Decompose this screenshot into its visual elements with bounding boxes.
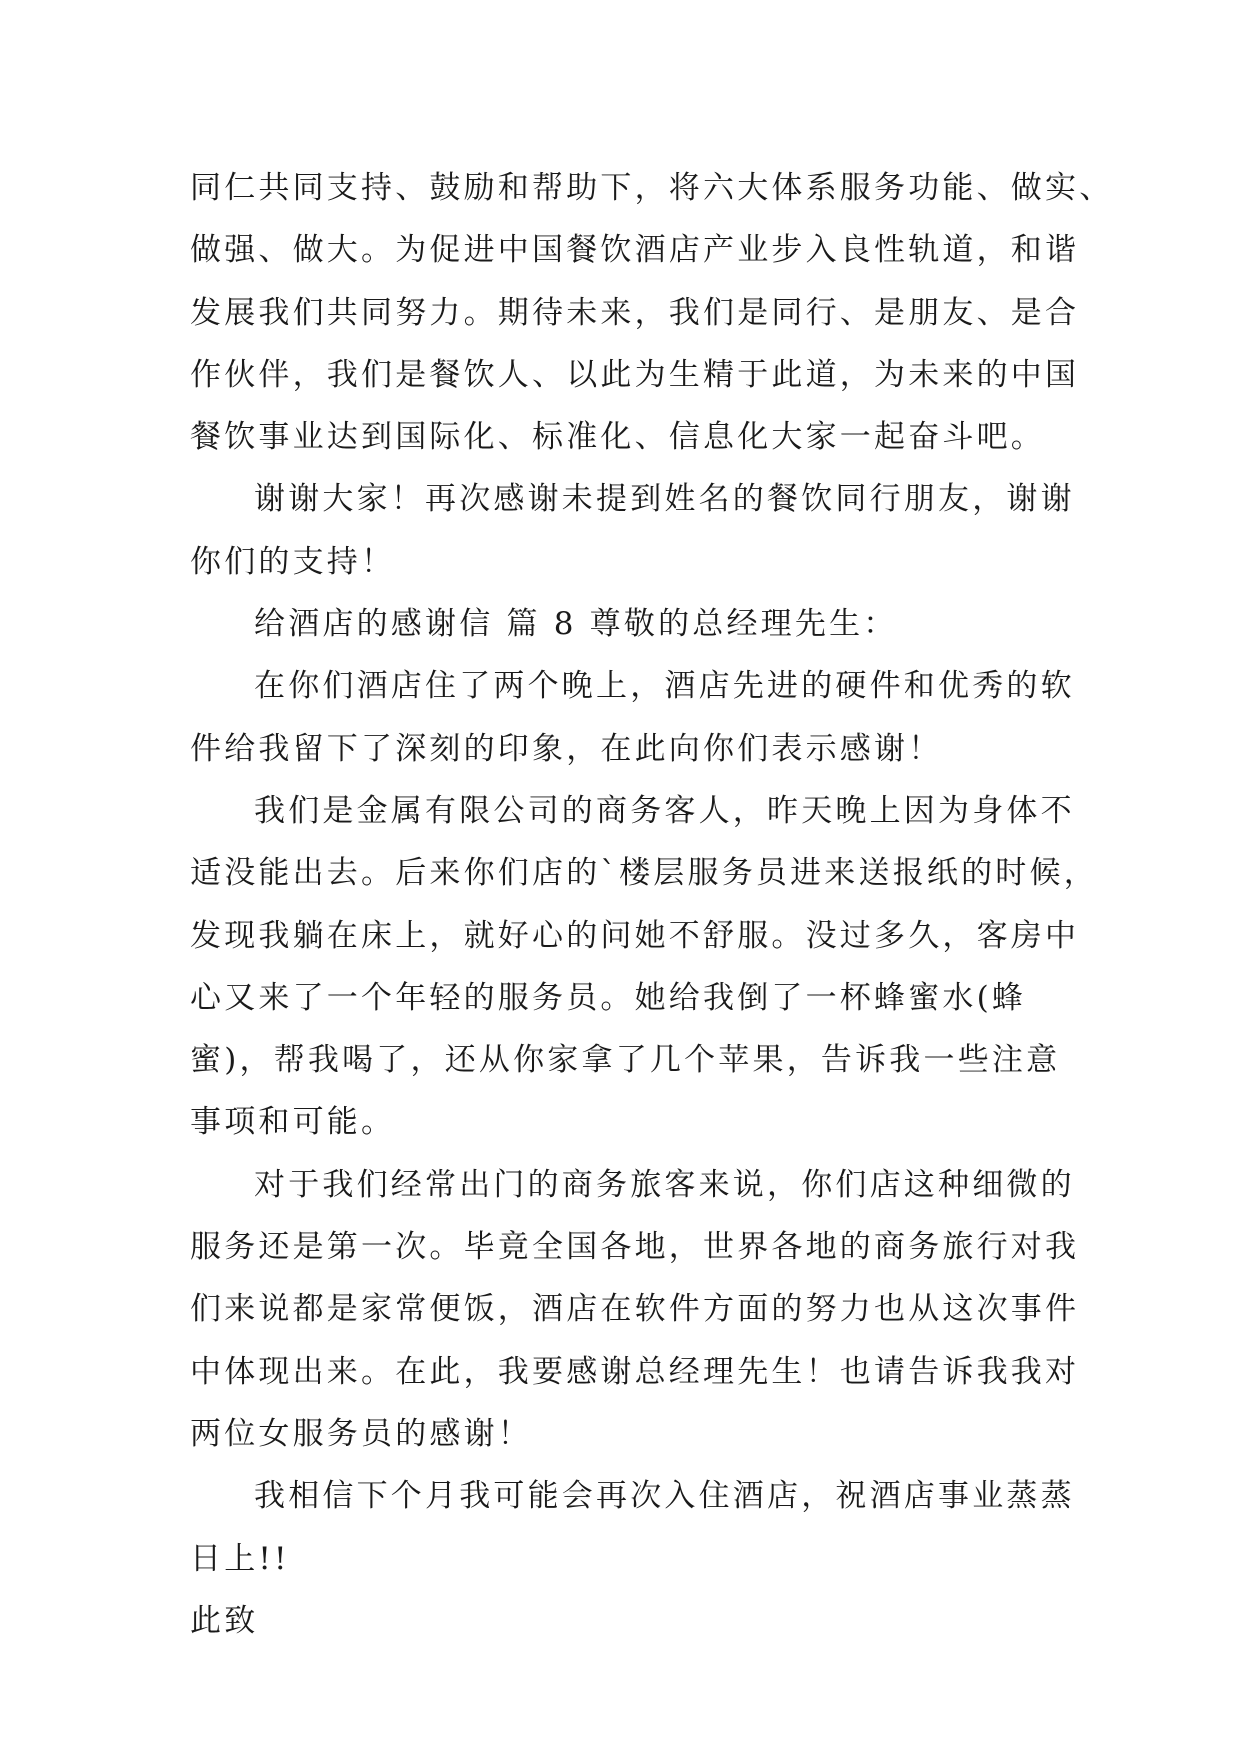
paragraph-start-line: 谢谢大家！再次感谢未提到姓名的餐饮同行朋友，谢谢 bbox=[254, 481, 1075, 518]
text-line: 你们的支持！ bbox=[190, 543, 396, 580]
text-line: 作伙伴，我们是餐饮人、以此为生精于此道，为未来的中国 bbox=[190, 356, 1080, 393]
paragraph-start-line: 在你们酒店住了两个晚上，酒店先进的硬件和优秀的软 bbox=[254, 668, 1075, 705]
paragraph-start-line: 我们是金属有限公司的商务客人，昨天晚上因为身体不 bbox=[254, 792, 1075, 829]
text-line: 心又来了一个年轻的服务员。她给我倒了一杯蜂蜜水(蜂 bbox=[190, 979, 1027, 1016]
text-line: 事项和可能。 bbox=[190, 1104, 396, 1141]
text-line: 们来说都是家常便饭，酒店在软件方面的努力也从这次事件 bbox=[190, 1291, 1080, 1328]
text-line: 中体现出来。在此，我要感谢总经理先生！也请告诉我我对 bbox=[190, 1353, 1080, 1390]
text-line: 蜜)，帮我喝了，还从你家拿了几个苹果，告诉我一些注意 bbox=[190, 1042, 1061, 1079]
paragraph-start-line: 对于我们经常出门的商务旅客来说，你们店这种细微的 bbox=[254, 1166, 1075, 1203]
text-line: 发现我躺在床上，就好心的问她不舒服。没过多久，客房中 bbox=[190, 917, 1080, 954]
text-line: 服务还是第一次。毕竟全国各地，世界各地的商务旅行对我 bbox=[190, 1229, 1080, 1266]
text-line: 件给我留下了深刻的印象，在此向你们表示感谢！ bbox=[190, 730, 943, 767]
text-line: 做强、做大。为促进中国餐饮酒店产业步入良性轨道，和谐 bbox=[190, 232, 1080, 269]
text-line: 日上!! bbox=[190, 1540, 290, 1577]
letter-body bbox=[190, 157, 1114, 1652]
letter-heading-line: 给酒店的感谢信 篇 8 尊敬的总经理先生： bbox=[254, 606, 898, 643]
text-line: 两位女服务员的感谢！ bbox=[190, 1415, 532, 1452]
paragraph-start-line: 我相信下个月我可能会再次入住酒店，祝酒店事业蒸蒸 bbox=[254, 1478, 1075, 1515]
text-line: 同仁共同支持、鼓励和帮助下，将六大体系服务功能、做实、 bbox=[190, 170, 1114, 206]
closing-line: 此致 bbox=[190, 1602, 259, 1639]
text-line: 发展我们共同努力。期待未来，我们是同行、是朋友、是合 bbox=[190, 294, 1080, 331]
text-line: 适没能出去。后来你们店的`楼层服务员进来送报纸的时候， bbox=[190, 855, 1098, 892]
text-line: 餐饮事业达到国际化、标准化、信息化大家一起奋斗吧。 bbox=[190, 419, 1045, 456]
